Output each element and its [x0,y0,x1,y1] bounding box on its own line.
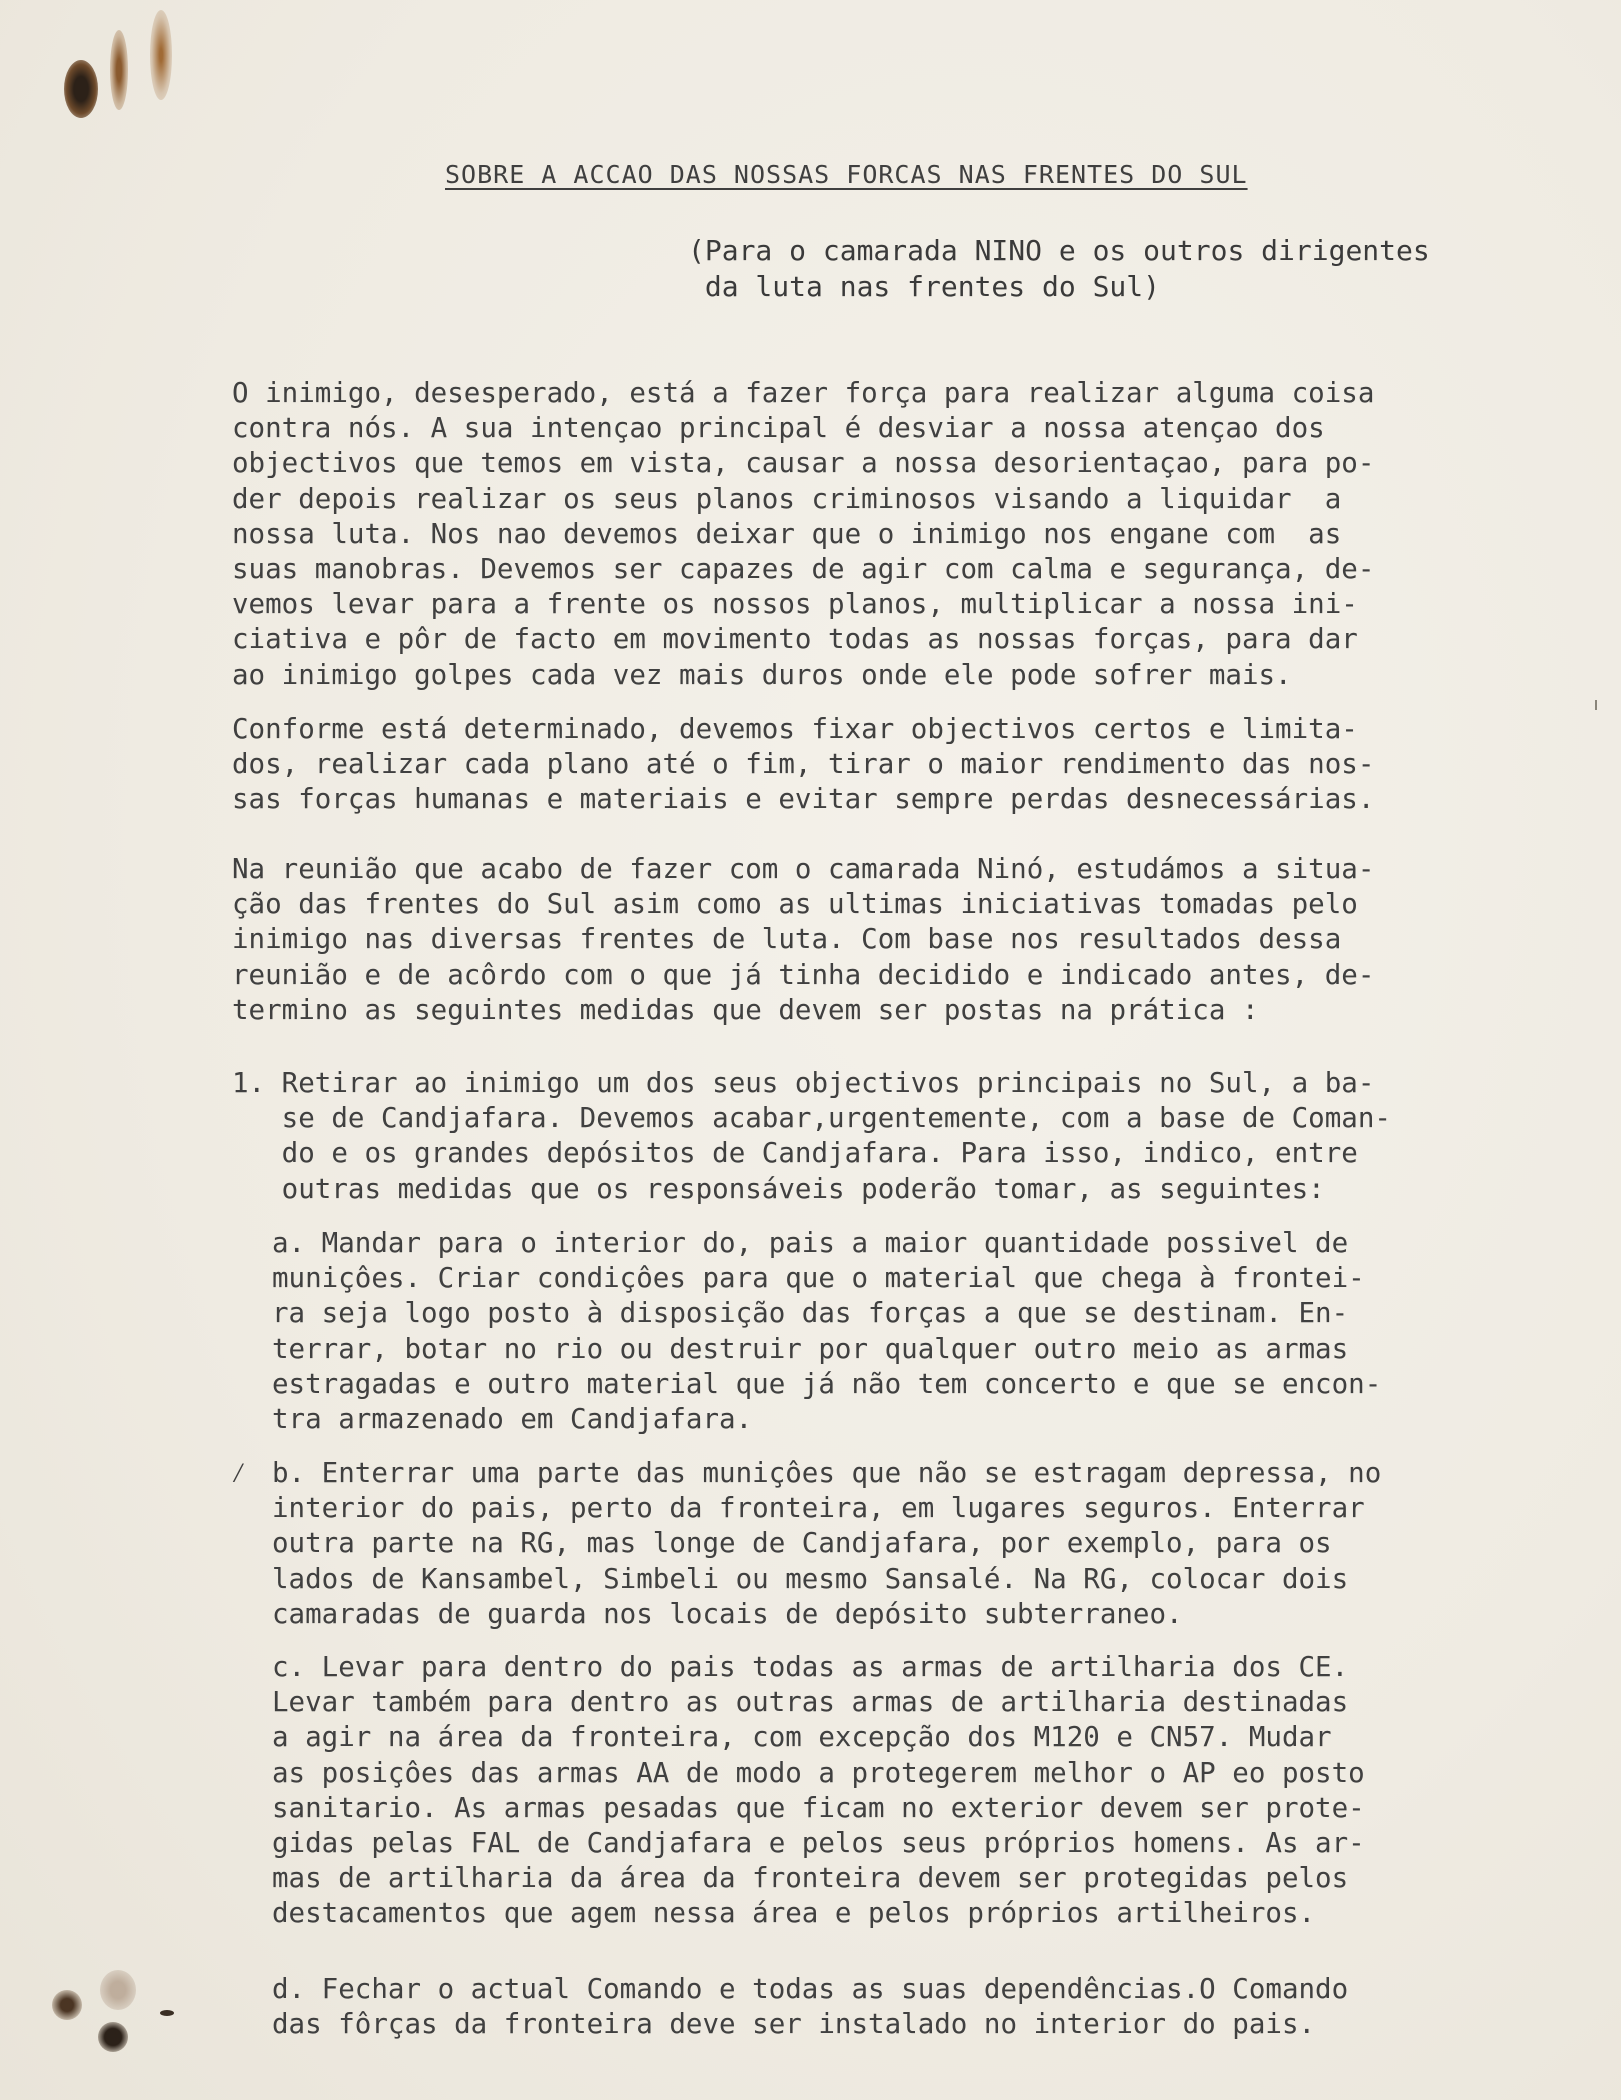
list-item-1: 1. Retirar ao inimigo um dos seus objectivos principais no Sul, a ba- se de Candjafara. Devemos acabar,urgentemente, com a base de Coman- do e os grandes depósitos de Candjafara. Para isso, indico, entre outras medidas que os responsáveis poderão tomar, as seguintes: [232,1067,1391,1205]
ink-stain [64,60,98,118]
rust-stain [150,10,172,100]
sub-item-d: d. Fechar o actual Comando e todas as suas dependências.O Comando das fôrças da fronteira deve ser instalado no interior do pais. [272,1973,1349,2041]
paragraph-intro: O inimigo, desesperado, está a fazer força para realizar alguma coisa contra nós. A sua intençao principal é desviar a nossa atençao dos objectivos que temos em vista, causar a nossa desorientaçao, para po- der depois realizar os seus planos criminosos visando a liquidar a nossa luta. Nos nao devemos deixar que o inimigo nos engane com as suas manobras. Devemos ser capazes de agir com calma e segurança, de- vemos levar para a frente os nossos planos, multiplicar a nossa ini- ciativa e pôr de facto em movimento todas as nossas forças, para dar ao inimigo golpes cada vez mais duros onde ele pode sofrer mais. [232,377,1375,691]
document-title: SOBRE A ACCAO DAS NOSSAS FORCAS NAS FRENTES DO SUL [445,160,1248,189]
paragraph-meeting: Na reunião que acabo de fazer com o camarada Ninó, estudámos a situa- ção das frentes do Sul asim como as ultimas iniciativas tomadas pelo inimigo nas diversas frentes de luta. Com base nos resultados dessa reunião e de acôrdo com o que já tinha decidido e indicado antes, de- termino as seguintes medidas que devem ser postas na prática : [232,853,1375,1026]
document-subtitle: (Para o camarada NINO e os outros dirigentes da luta nas frentes do Sul) [688,234,1430,303]
sub-item-c: c. Levar para dentro do pais todas as armas de artilharia dos CE. Levar também para dentro as outras armas de artilharia destinadas a agir na área da fronteira, com excepção dos M120 e CN57. Mudar as posiçôes das armas AA de modo a protegerem melhor o AP eo posto sanitario. As armas pesadas que ficam no exterior devem ser prote- gidas pelas FAL de Candjafara e pelos seus próprios homens. As ar- mas de artilharia da área da fronteira devem ser protegidas pelos destacamentos que agem nessa área e pelos próprios artilheiros. [272,1651,1365,1930]
ink-stain [98,2022,128,2052]
rust-stain [100,1970,136,2010]
paragraph-objectives: Conforme está determinado, devemos fixar objectivos certos e limita- dos, realizar cada plano até o fim, tirar o maior rendimento das nos- sas forças humanas e materiais e evitar sempre perdas desnecessárias. [232,713,1375,816]
paper-mark [1595,700,1597,710]
sub-item-b: b. Enterrar uma parte das muniçôes que não se estragam depressa, no interior do pais, perto da fronteira, em lugares seguros. Enterrar outra parte na RG, mas longe de Candjafara, por exemplo, para os lados de Kansambel, Simbeli ou mesmo Sansalé. Na RG, colocar dois camaradas de guarda nos locais de depósito subterraneo. [272,1457,1382,1630]
ink-mark [160,2010,174,2016]
rust-stain [110,30,128,110]
ink-stain [52,1990,82,2020]
margin-mark: ⁄ [230,1456,247,1489]
sub-item-a: a. Mandar para o interior do, pais a maior quantidade possivel de muniçôes. Criar condiçôes para que o material que chega à frontei- ra seja logo posto à disposição das forças a que se destinam. En- terrar, botar no rio ou destruir por qualquer outro meio as armas estragadas e outro material que já não tem concerto e que se encon- tra armazenado em Candjafara. [272,1227,1382,1436]
